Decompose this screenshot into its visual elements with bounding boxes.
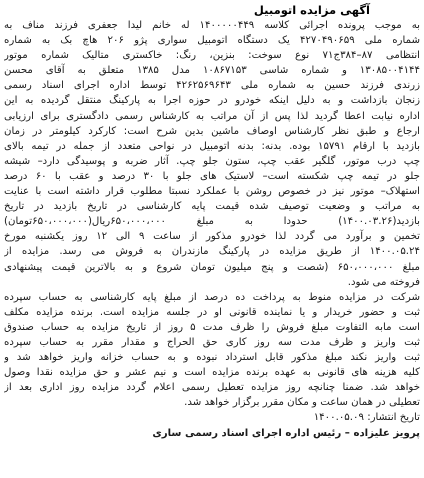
- notice-line: ثبت واریز نکند مبلغ مذکور قابل استرداد نبوده و به حساب خزانه واریز خواهد شد و: [4, 352, 420, 364]
- notice-line: زرندی فرزند حسین به شماره ملی ۴۲۶۲۵۶۹۶۴۳ توسط اداره اجرای اسناد رسمی: [4, 80, 420, 92]
- notice-line: مبلغ ۶۵۰،۰۰۰،۰۰۰ (شصت و پنج میلیون تومان شروع و به بالاترین قیمت پیشنهادی: [4, 261, 420, 273]
- publication-date: تاریخ انتشار: ۱۴۰۰.۰۵.۰۹: [313, 412, 420, 424]
- notice-line: ۱۳۰۸۵۰۰۴۱۴۴ و شماره شاسی ۱۰۸۶۷۱۵۳ مدل ۱۳۸۵ متعلق به آقای محسن: [4, 65, 420, 77]
- notice-line: استهلاک– موتور نیز در خصوص روشن با عملکرد نسبتا مطلوب قرار داشته است با عنایت: [4, 186, 420, 198]
- notice-line: ۱۴۰۰.۰۵.۲۴ از طریق مزایده در پارکینگ مازندران به فروش می رسد. مزایده از: [4, 246, 420, 258]
- notice-line: چپ درب موتور، گلگیر عقب چپ، ستون جلو چپ. آثار ضربه و پوسیدگی دارد– شیشه: [4, 155, 420, 167]
- notice-line: کلیه هزینه های قانونی به عهده برنده مزایده است و نیم عشر و حق مزایده نقدا وصول: [4, 367, 420, 379]
- notice-title: آگهی مزایده اتومبیل: [253, 3, 370, 17]
- notice-line: زنجان بازداشت و به دلیل اینکه خودرو در حوزه اجرا به پارکینگ منتقل گردیده به این: [4, 95, 420, 107]
- notice-line: بازدید(۱۴۰۰.۰۳.۲۶) حدودا به مبلغ ۶۵۰،۰۰۰،۰۰۰ریال(۶۵۰،۰۰۰،۰۰۰تومان): [4, 216, 420, 228]
- notice-footer: [4, 410, 420, 440]
- signature: پرویز علیزاده – رئیس اداره اجرای اسناد رسمی ساری: [152, 427, 420, 439]
- notice-line: شرکت در مزایده منوط به پرداخت ده درصد از مبلغ پایه کارشناسی به حساب سپرده: [4, 291, 420, 303]
- notice-line: جلو در تیمه چپ شکسته است– لاستیک های جلو با ۳۰ درصد و عقب با ۶۰ درصد: [4, 170, 420, 182]
- notice-line: ثبت واریز و ظرف مدت سه روز کاری حق الحراج و مقدار مقرر به حساب سپرده: [4, 336, 420, 348]
- notice-line: شماره ملی ۴۲۷۰۴۹۰۶۵۹ یک دستگاه اتومبیل سواری پژو ۲۰۶ هاچ بک به شماره: [4, 35, 420, 47]
- notice-line: تخمین و برآورد می گردد لذا خودرو مذکور از ساعت ۹ الی ۱۲ روز یکشنبه مورخ: [4, 231, 420, 243]
- notice-line: ارجاع و طبق نظر کارشناس اوصاف ماشین بدین شرح است: کارکرد کیلومتر در زمان: [4, 125, 420, 137]
- notice-line: تعطیلی در همان ساعت و مکان مقرر برگزار خواهد شد.: [184, 397, 420, 409]
- notice-line: به موجب پرونده اجرائی کلاسه ۱۴۰۰۰۰۰۴۴۹ له خانم لیدا جعفری فرزند مناف به: [4, 20, 420, 31]
- auction-notice: [4, 2, 420, 476]
- notice-line: فروخته می شود.: [347, 276, 420, 288]
- notice-line: اداره نیابت اعطا گردید لذا پس از آن مراتب به کارشناس رسمی دادگستری برای ارزیابی: [4, 110, 420, 122]
- notice-body: [4, 18, 420, 410]
- notice-line: است مابه التفاوت مبلغ فروش را ظرف مدت ۵ روز از تاریخ مزایده به حساب صندوق: [4, 321, 420, 333]
- notice-line: خواهد شد. ضمنا چنانچه روز مزایده تعطیل رسمی اعلام گردد مزایده روز اداری بعد از: [4, 382, 420, 394]
- notice-line: انتظامی ۸۷–۳۸۴ج۷۱ نوع سوخت: بنزین، رنگ: خاکستری متالیک شماره موتور: [4, 50, 420, 62]
- notice-line: ثبت و حضور خریدار و یا نماینده قانونی او در جلسه مزایده است. برنده مزایده مکلف: [4, 306, 420, 318]
- notice-line: به مراتب و وضعیت توصیف شده قیمت پایه کارشناسی در تاریخ بازدید در تاریخ: [4, 201, 420, 213]
- notice-line: بازدید با ارقام ۱۵۷۹۱ بوده. بدنه: بدنه اتومبیل در نواحی متعدد از جمله در تیمه بالای: [4, 140, 420, 152]
